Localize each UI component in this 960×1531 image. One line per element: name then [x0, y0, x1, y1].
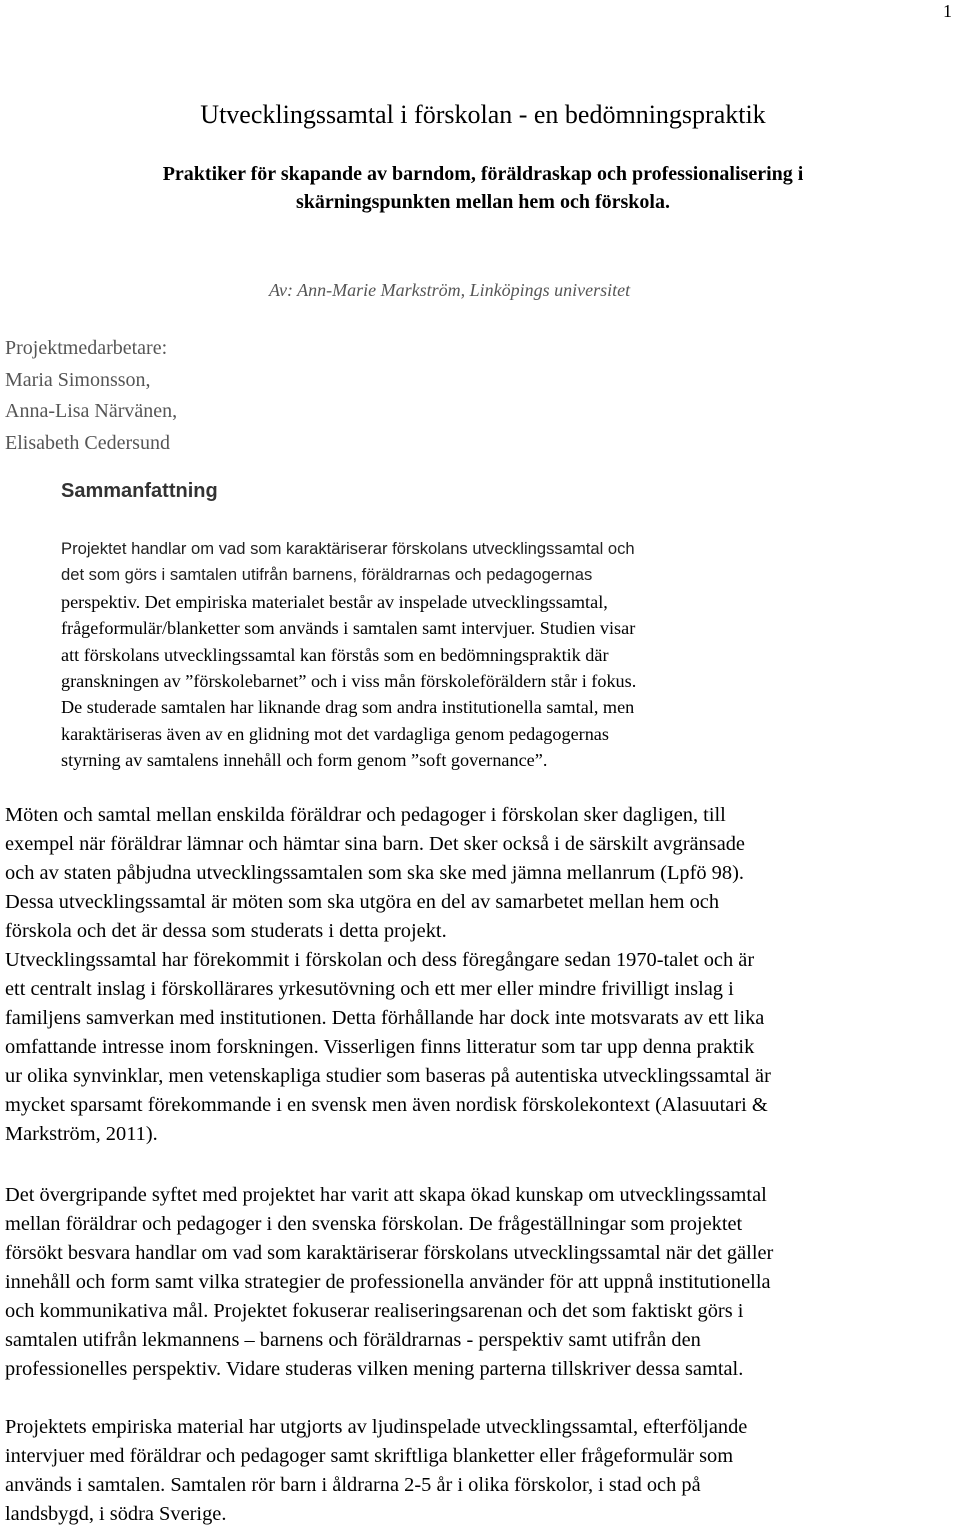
- abstract-line: granskningen av ”förskolebarnet” och i viss mån förskoleföräldern står i fokus.: [61, 671, 637, 692]
- document-subtitle: [0, 160, 960, 216]
- project-collaborators: [5, 333, 177, 459]
- abstract-line: styrning av samtalens innehåll och form genom ”soft governance”.: [61, 750, 548, 771]
- author-line: Av: Ann-Marie Markström, Linköpings universitet: [269, 280, 631, 300]
- paragraph-line: Möten och samtal mellan enskilda föräldrar och pedagoger i förskolan sker dagligen, till: [5, 804, 726, 826]
- abstract-line: perspektiv. Det empiriska materialet består av inspelade utvecklingssamtal,: [61, 591, 608, 612]
- paragraph-line: Projektets empiriska material har utgjorts av ljudinspelade utvecklingssamtal, efterföljande: [5, 1416, 748, 1438]
- paragraph-line: landsbygd, i södra Sverige.: [5, 1503, 227, 1525]
- body-paragraph: [5, 1413, 955, 1529]
- abstract-line: Projektet handlar om vad som karaktäriserar förskolans utvecklingssamtal och: [61, 539, 635, 558]
- paragraph-line: Markström, 2011).: [5, 1123, 158, 1145]
- paragraph-line: mellan föräldrar och pedagoger i den svenska förskolan. De frågeställningar som projektet: [5, 1213, 743, 1235]
- paragraph-line: innehåll och form samt vilka strategier de professionella använder för att uppnå institutionella: [5, 1271, 771, 1293]
- paragraph-line: mycket sparsamt förekommande i en svensk men även nordisk förskolekontext (Alasuutari &: [5, 1094, 768, 1116]
- page-number: 1: [943, 1, 952, 21]
- paragraph-line: och av staten påbjudna utvecklingssamtalen som ska ske med jämna mellanrum (Lpfö 98).: [5, 862, 744, 884]
- paragraph-line: omfattande intresse inom forskningen. Visserligen finns litteratur som tar upp denna praktik: [5, 1036, 755, 1058]
- abstract-line: frågeformulär/blanketter som används i samtalen samt intervjuer. Studien visar: [61, 618, 636, 639]
- abstract-line: det som görs i samtalen utifrån barnens, föräldrarnas och pedagogernas: [61, 565, 593, 585]
- subtitle-line: Praktiker för skapande av barndom, föräldraskap och professionalisering i: [162, 163, 804, 185]
- body-paragraph: [5, 801, 955, 1149]
- paragraph-line: och kommunikativa mål. Projektet fokuserar realiseringsarenan och det som faktiskt görs i: [5, 1300, 744, 1322]
- abstract-paragraph: [61, 536, 801, 774]
- collaborator-name: Maria Simonsson,: [5, 368, 151, 391]
- collaborator-name: Elisabeth Cedersund: [5, 431, 170, 454]
- paragraph-line: försökt besvara handlar om vad som karaktäriserar förskolans utvecklingssamtal när det gäller: [5, 1242, 774, 1264]
- document-title: Utvecklingssamtal i förskolan - en bedömningspraktik: [200, 100, 766, 129]
- paragraph-line: Utvecklingssamtal har förekommit i förskolan och dess föregångare sedan 1970-talet och är: [5, 949, 755, 971]
- paragraph-line: familjens samverkan med institutionen. Detta förhållande har dock inte motsvarats av ett lika: [5, 1007, 765, 1029]
- paragraph-line: exempel när föräldrar lämnar och hämtar sina barn. Det sker också i de särskilt avgränsade: [5, 833, 745, 855]
- paragraph-line: Dessa utvecklingssamtal är möten som ska utgöra en del av samarbetet mellan hem och: [5, 891, 720, 913]
- paragraph-line: används i samtalen. Samtalen rör barn i åldrarna 2-5 år i olika förskolor, i stad och på: [5, 1474, 701, 1496]
- abstract-line: karaktäriseras även av en glidning mot det vardagliga genom pedagogernas: [61, 723, 609, 744]
- paragraph-line: ett centralt inslag i förskollärares yrkesutövning och ett mer eller mindre frivilligt inslag i: [5, 978, 734, 1000]
- collaborator-name: Anna-Lisa Närvänen,: [5, 400, 178, 422]
- collaborators-label: Projektmedarbetare:: [5, 337, 168, 359]
- abstract-line: att förskolans utvecklingssamtal kan förstås som en bedömningspraktik där: [61, 644, 609, 665]
- summary-heading: Sammanfattning: [61, 480, 218, 502]
- paragraph-line: Det övergripande syftet med projektet har varit att skapa ökad kunskap om utvecklingssamtal: [5, 1184, 767, 1206]
- paragraph-line: professionelles perspektiv. Vidare studeras vilken mening parterna tillskriver dessa samtal.: [5, 1358, 744, 1380]
- paragraph-line: intervjuer med föräldrar och pedagoger samt skriftliga blanketter eller frågeformulär som: [5, 1445, 734, 1467]
- subtitle-line: skärningspunkten mellan hem och förskola.: [296, 191, 670, 213]
- abstract-line: De studerade samtalen har liknande drag som andra institutionella samtal, men: [61, 697, 635, 718]
- paragraph-line: samtalen utifrån lekmannens – barnens och föräldrarnas - perspektiv samt utifrån den: [5, 1329, 701, 1351]
- paragraph-line: ur olika synvinklar, men vetenskapliga studier som baseras på autentiska utvecklingssamtal är: [5, 1065, 771, 1087]
- paragraph-line: förskola och det är dessa som studerats i detta projekt.: [5, 920, 447, 942]
- body-paragraph: [5, 1181, 955, 1384]
